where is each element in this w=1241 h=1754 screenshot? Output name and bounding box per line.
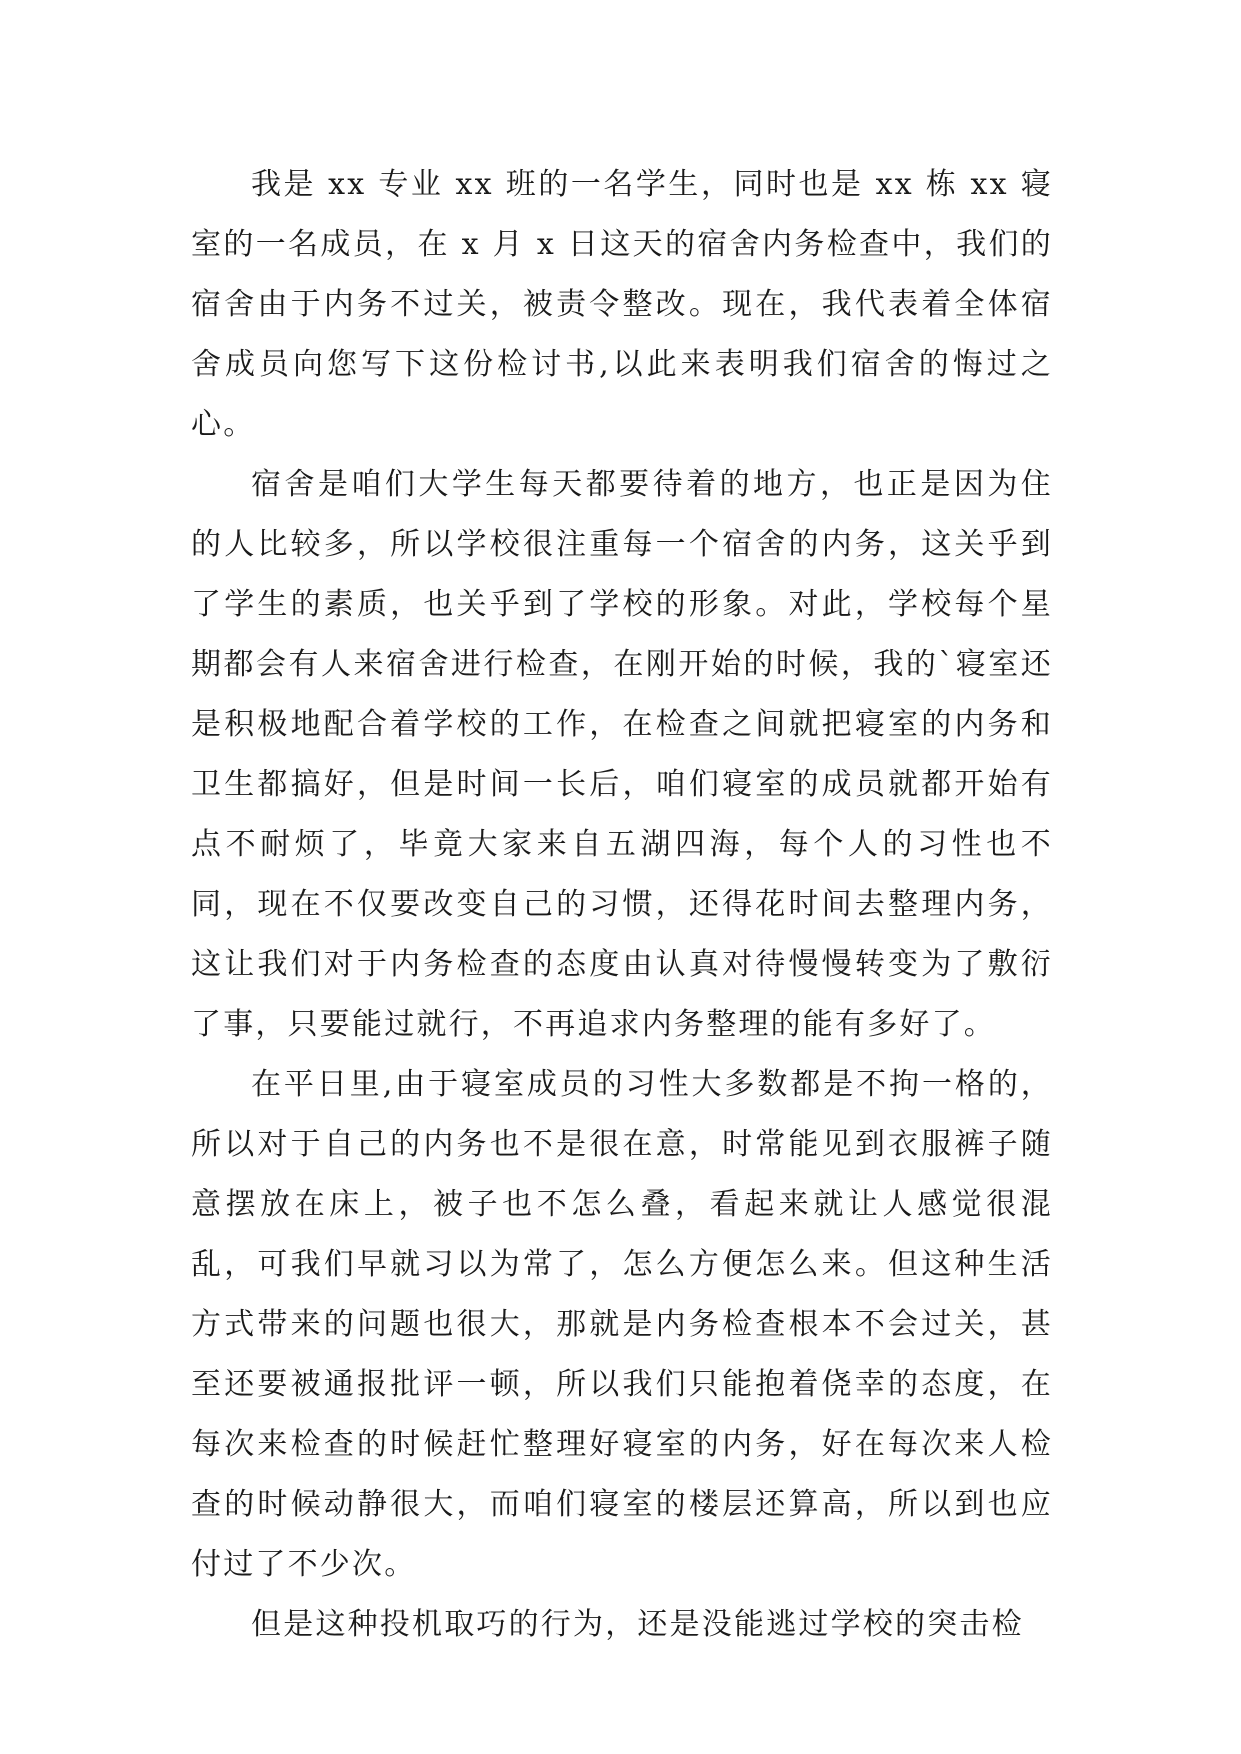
document-body [191, 155, 1053, 1655]
paragraph-1: 我是 xx 专业 xx 班的一名学生，同时也是 xx 栋 xx 寝室的一名成员，在 x 月 x 日这天的宿舍内务检查中，我们的宿舍由于内务不过关，被责令整改。现在，我代表着全体宿舍成员向您写下这份检讨书,以此来表明我们宿舍的悔过之心。 [191, 167, 1053, 442]
paragraph-3: 在平日里,由于寝室成员的习性大多数都是不拘一格的，所以对于自己的内务也不是很在意，时常能见到衣服裤子随意摆放在床上，被子也不怎么叠，看起来就让人感觉很混乱，可我们早就习以为常了，怎么方便怎么来。但这种生活方式带来的问题也很大，那就是内务检查根本不会过关，甚至还要被通报批评一顿，所以我们只能抱着侥幸的态度，在每次来检查的时候赶忙整理好寝室的内务，好在每次来人检查的时候动静很大，而咱们寝室的楼层还算高，所以到也应付过了不少次。 [191, 1067, 1053, 1582]
paragraph-2: 宿舍是咱们大学生每天都要待着的地方，也正是因为住的人比较多，所以学校很注重每一个宿舍的内务，这关乎到了学生的素质，也关乎到了学校的形象。对此，学校每个星期都会有人来宿舍进行检查，在刚开始的时候，我的`寝室还是积极地配合着学校的工作，在检查之间就把寝室的内务和卫生都搞好，但是时间一长后，咱们寝室的成员就都开始有点不耐烦了，毕竟大家来自五湖四海，每个人的习性也不同，现在不仅要改变自己的习惯，还得花时间去整理内务，这让我们对于内务检查的态度由认真对待慢慢转变为了敷衍了事，只要能过就行，不再追求内务整理的能有多好了。 [191, 467, 1053, 1042]
paragraph-4: 但是这种投机取巧的行为，还是没能逃过学校的突击检 [251, 1607, 1024, 1642]
